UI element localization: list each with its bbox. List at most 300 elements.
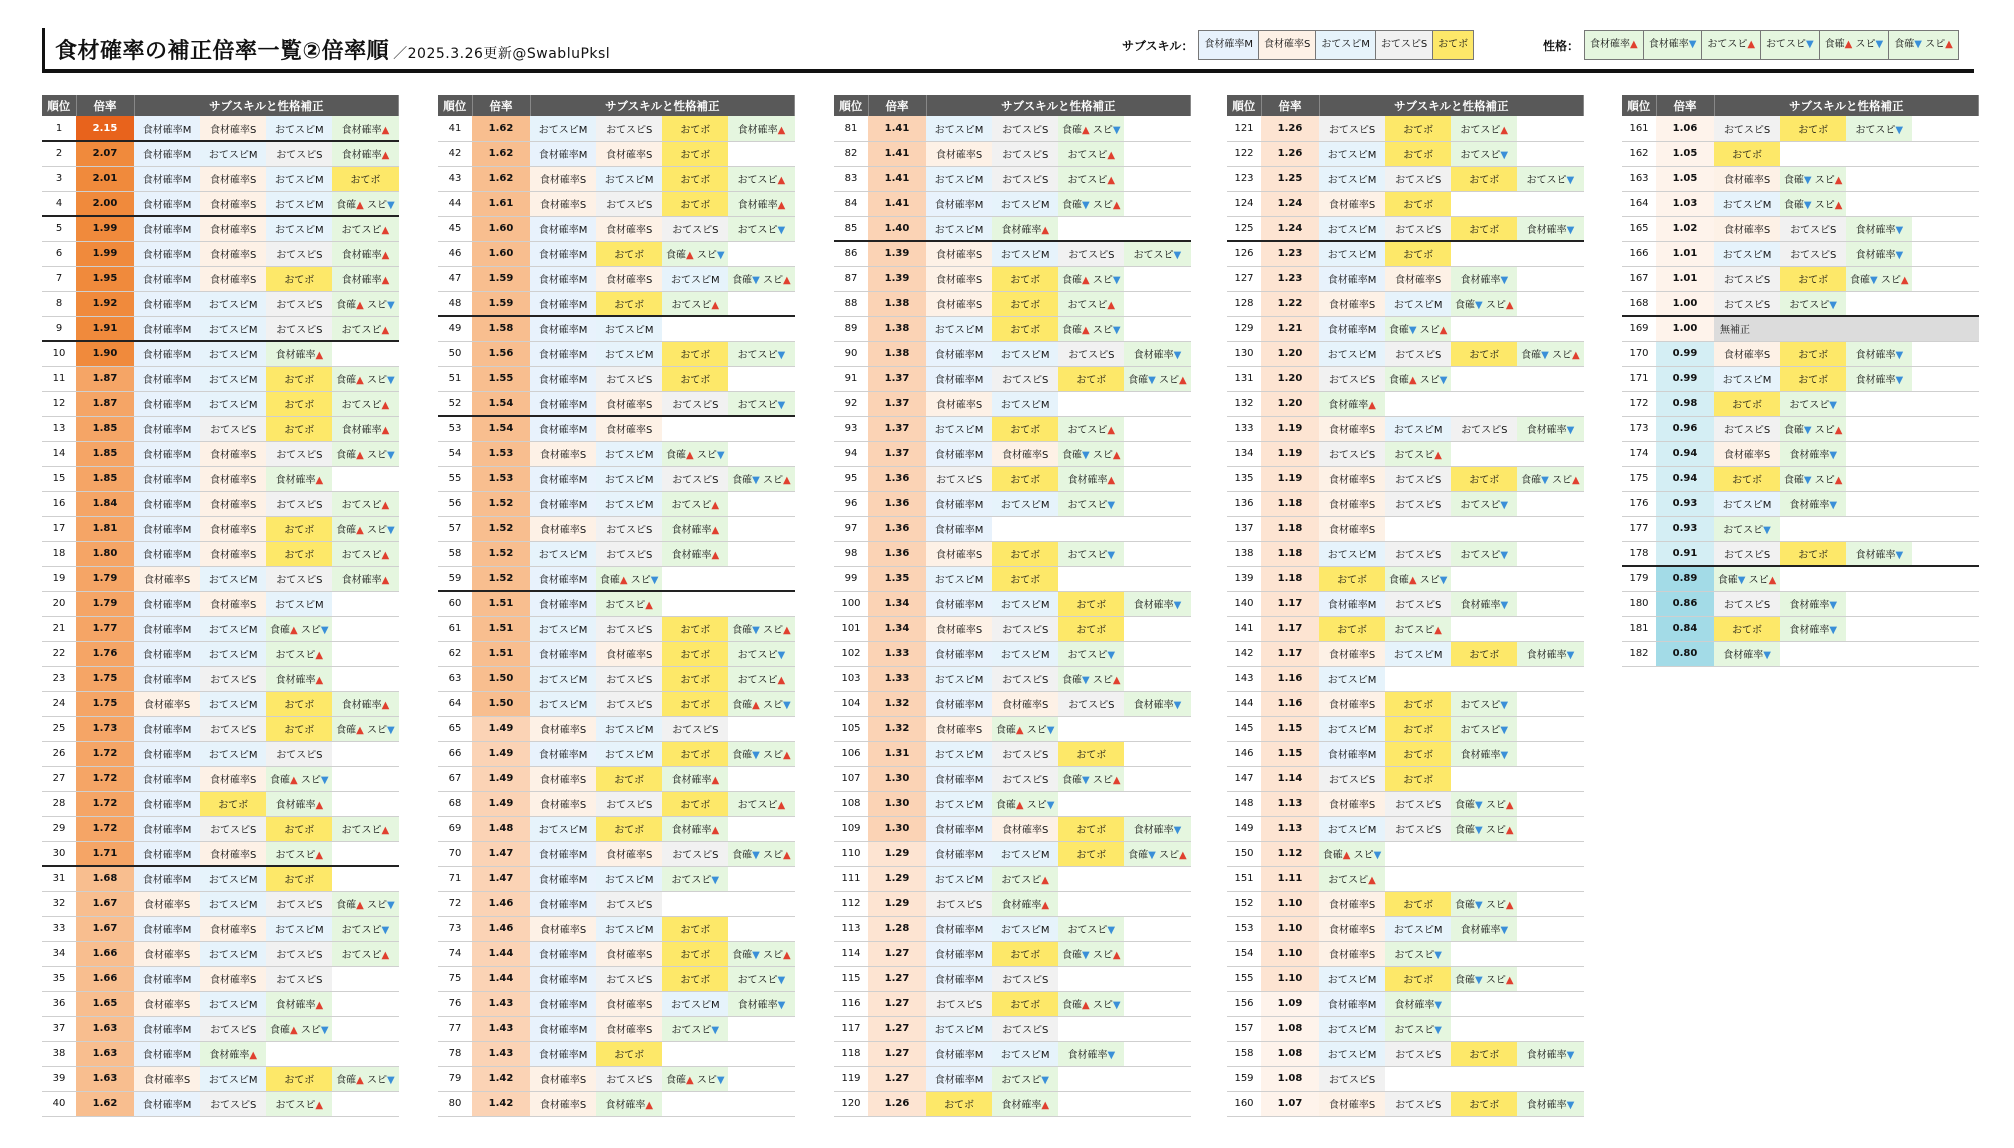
skill-cell: おてスピ▼ xyxy=(992,1066,1058,1091)
skill-cell: おてスピ▼ xyxy=(1517,166,1583,191)
skill-cell xyxy=(728,866,794,891)
rank-cell: 144 xyxy=(1227,691,1261,716)
skill-cell xyxy=(1517,816,1583,841)
skill-cell: おてスピM xyxy=(530,116,596,141)
skill-cell: おてスピS xyxy=(596,966,662,991)
multiplier-cell: 1.10 xyxy=(1261,916,1319,941)
skill-cell xyxy=(1912,166,1978,191)
skill-cell xyxy=(1058,391,1124,416)
skill-cell: おてボ xyxy=(1714,466,1780,491)
skill-cell: 食材確率S xyxy=(200,841,266,866)
skill-cell: おてスピS xyxy=(1058,691,1124,716)
skill-cell: 食材確率M xyxy=(530,991,596,1016)
skill-cell: おてボ xyxy=(992,991,1058,1016)
table-row xyxy=(438,216,795,241)
skill-cell: 食材確率S xyxy=(200,541,266,566)
skill-cell xyxy=(728,716,794,741)
skill-cell xyxy=(1451,241,1517,266)
skill-cell: おてボ xyxy=(266,366,332,391)
col-header-rank: 順位 xyxy=(42,95,76,116)
table-row xyxy=(42,716,399,741)
rank-cell: 27 xyxy=(42,766,76,791)
skill-cell: 食材確率▼ xyxy=(1451,741,1517,766)
skill-cell: 食材確率S xyxy=(200,191,266,216)
rank-cell: 148 xyxy=(1227,791,1261,816)
skill-cell: おてスピM xyxy=(926,566,992,591)
skill-cell xyxy=(1517,116,1583,141)
table-row xyxy=(438,241,795,266)
multiplier-cell: 1.41 xyxy=(868,166,926,191)
table-row xyxy=(438,691,795,716)
skill-cell: おてスピ▲ xyxy=(266,841,332,866)
multiplier-cell: 1.00 xyxy=(1656,316,1714,341)
rank-cell: 1 xyxy=(42,116,76,141)
table-row xyxy=(42,891,399,916)
table-row xyxy=(42,866,399,891)
skill-cell: おてスピS xyxy=(1385,491,1451,516)
skill-cell: 食確▲ スピ▼ xyxy=(596,566,662,591)
skill-cell: おてスピS xyxy=(662,391,728,416)
skill-cell: おてボ xyxy=(266,716,332,741)
table-row xyxy=(834,791,1191,816)
multiplier-cell: 1.87 xyxy=(76,391,134,416)
skill-cell: おてスピ▲ xyxy=(1058,291,1124,316)
multiplier-cell: 1.43 xyxy=(472,1041,530,1066)
skill-cell: おてボ xyxy=(992,541,1058,566)
table-row xyxy=(438,141,795,166)
skill-cell: おてスピS xyxy=(596,616,662,641)
multiplier-cell: 1.08 xyxy=(1261,1041,1319,1066)
skill-cell: おてスピM xyxy=(1319,166,1385,191)
skill-cell: 食材確率S xyxy=(926,716,992,741)
skill-cell: 食材確率S xyxy=(926,141,992,166)
table-row xyxy=(42,1016,399,1041)
legend-item: 食確▼ スピ▲ xyxy=(1889,30,1959,60)
skill-cell: おてスピ▼ xyxy=(1451,491,1517,516)
multiplier-cell: 1.35 xyxy=(868,566,926,591)
table-row xyxy=(834,416,1191,441)
skill-cell xyxy=(1912,466,1978,491)
rank-cell: 43 xyxy=(438,166,472,191)
skill-cell: 食確▼ スピ▲ xyxy=(1780,191,1846,216)
table-row xyxy=(438,441,795,466)
skill-cell: 食材確率S xyxy=(992,441,1058,466)
table-row xyxy=(1622,566,1979,591)
ranking-table xyxy=(438,95,795,1117)
skill-cell: おてスピS xyxy=(200,1016,266,1041)
skill-cell xyxy=(728,241,794,266)
skill-cell: おてスピM xyxy=(530,541,596,566)
skill-cell: おてスピS xyxy=(992,616,1058,641)
rank-cell: 95 xyxy=(834,466,868,491)
skill-cell: 食材確率S xyxy=(530,766,596,791)
multiplier-cell: 1.62 xyxy=(472,116,530,141)
skill-cell xyxy=(1517,441,1583,466)
rank-cell: 60 xyxy=(438,591,472,616)
skill-cell: おてスピS xyxy=(200,1091,266,1116)
rank-cell: 69 xyxy=(438,816,472,841)
table-row xyxy=(1622,166,1979,191)
skill-cell: 食材確率M xyxy=(134,316,200,341)
skill-cell: 食材確率S xyxy=(134,691,200,716)
rank-cell: 172 xyxy=(1622,391,1656,416)
table-row xyxy=(438,266,795,291)
multiplier-cell: 0.94 xyxy=(1656,466,1714,491)
rank-cell: 108 xyxy=(834,791,868,816)
skill-cell: 食材確率S xyxy=(926,391,992,416)
skill-cell: 食確▲ スピ▼ xyxy=(992,791,1058,816)
skill-cell: おてスピM xyxy=(992,591,1058,616)
multiplier-cell: 1.16 xyxy=(1261,691,1319,716)
multiplier-cell: 1.95 xyxy=(76,266,134,291)
multiplier-cell: 1.38 xyxy=(868,341,926,366)
skill-cell: 食材確率S xyxy=(1319,1091,1385,1116)
skill-cell: 食材確率S xyxy=(200,441,266,466)
multiplier-cell: 1.72 xyxy=(76,791,134,816)
skill-cell: おてスピM xyxy=(596,341,662,366)
rank-cell: 177 xyxy=(1622,516,1656,541)
table-row xyxy=(1622,316,1979,341)
multiplier-cell: 1.38 xyxy=(868,291,926,316)
skill-cell: おてボ xyxy=(992,291,1058,316)
legend-item: おてスピ▲ xyxy=(1702,30,1761,60)
skill-cell: 食材確率M xyxy=(926,966,992,991)
skill-cell: おてスピS xyxy=(596,541,662,566)
table-row xyxy=(438,666,795,691)
table-row xyxy=(1622,366,1979,391)
skill-cell: おてスピ▲ xyxy=(332,941,398,966)
header-divider xyxy=(42,69,1974,73)
skill-cell xyxy=(1846,591,1912,616)
table-row xyxy=(42,566,399,591)
skill-cell xyxy=(728,766,794,791)
col-header-rank: 順位 xyxy=(1622,95,1656,116)
rank-cell: 97 xyxy=(834,516,868,541)
skill-cell: 食材確率▼ xyxy=(1846,341,1912,366)
multiplier-cell: 1.11 xyxy=(1261,866,1319,891)
skill-cell: 食材確率M xyxy=(530,891,596,916)
table-row xyxy=(834,341,1191,366)
skill-cell: おてスピM xyxy=(1319,341,1385,366)
rank-cell: 165 xyxy=(1622,216,1656,241)
multiplier-cell: 1.08 xyxy=(1261,1066,1319,1091)
table-row xyxy=(42,791,399,816)
table-row xyxy=(1227,391,1584,416)
multiplier-cell: 1.30 xyxy=(868,766,926,791)
skill-cell xyxy=(728,516,794,541)
skill-cell: 食材確率M xyxy=(134,116,200,141)
skill-cell: おてスピS xyxy=(1714,116,1780,141)
page-header xyxy=(42,28,1974,72)
rank-cell: 50 xyxy=(438,341,472,366)
rank-cell: 79 xyxy=(438,1066,472,1091)
multiplier-cell: 1.53 xyxy=(472,466,530,491)
rank-cell: 78 xyxy=(438,1041,472,1066)
skill-cell: おてスピS xyxy=(926,891,992,916)
skill-cell: おてボ xyxy=(266,1066,332,1091)
skill-cell xyxy=(1451,1016,1517,1041)
skill-cell xyxy=(1912,541,1978,566)
table-row xyxy=(1227,191,1584,216)
table-row xyxy=(1227,466,1584,491)
skill-cell: 食材確率M xyxy=(530,366,596,391)
multiplier-cell: 1.62 xyxy=(472,166,530,191)
table-row xyxy=(42,466,399,491)
skill-cell: 食材確率▲ xyxy=(266,466,332,491)
rank-cell: 40 xyxy=(42,1091,76,1116)
skill-cell: おてスピM xyxy=(992,341,1058,366)
skill-cell: おてスピ▼ xyxy=(1058,491,1124,516)
skill-cell: 食材確率▲ xyxy=(662,766,728,791)
skill-cell xyxy=(1912,116,1978,141)
rank-cell: 35 xyxy=(42,966,76,991)
rank-cell: 84 xyxy=(834,191,868,216)
table-row xyxy=(438,641,795,666)
multiplier-cell: 1.28 xyxy=(868,916,926,941)
skill-cell: おてスピM xyxy=(1319,141,1385,166)
rank-cell: 169 xyxy=(1622,316,1656,341)
multiplier-cell: 1.20 xyxy=(1261,341,1319,366)
skill-cell xyxy=(1124,216,1190,241)
rank-cell: 125 xyxy=(1227,216,1261,241)
skill-cell xyxy=(1124,716,1190,741)
multiplier-cell: 1.36 xyxy=(868,491,926,516)
skill-cell: おてスピ▲ xyxy=(1319,866,1385,891)
multiplier-cell: 1.08 xyxy=(1261,1016,1319,1041)
table-row xyxy=(42,541,399,566)
multiplier-cell: 1.01 xyxy=(1656,266,1714,291)
table-row xyxy=(438,391,795,416)
skill-cell: おてボ xyxy=(662,641,728,666)
skill-cell xyxy=(1451,941,1517,966)
skill-cell: おてボ xyxy=(1714,391,1780,416)
skill-cell: おてボ xyxy=(1385,241,1451,266)
multiplier-cell: 1.49 xyxy=(472,766,530,791)
skill-cell: 食確▲ スピ▼ xyxy=(1385,566,1451,591)
rank-cell: 34 xyxy=(42,941,76,966)
skill-cell: 食材確率M xyxy=(134,291,200,316)
rank-cell: 128 xyxy=(1227,291,1261,316)
rank-cell: 10 xyxy=(42,341,76,366)
skill-cell: 食材確率▼ xyxy=(1451,266,1517,291)
table-row xyxy=(1622,416,1979,441)
skill-cell: 食確▲ スピ▼ xyxy=(1058,116,1124,141)
skill-cell: おてボ xyxy=(662,666,728,691)
skill-cell: おてボ xyxy=(662,116,728,141)
rank-cell: 70 xyxy=(438,841,472,866)
skill-cell: おてスピS xyxy=(1385,166,1451,191)
skill-cell: おてスピS xyxy=(266,741,332,766)
legend-item: おてスピ▼ xyxy=(1761,30,1820,60)
table-row xyxy=(1227,741,1584,766)
multiplier-cell: 1.66 xyxy=(76,941,134,966)
skill-cell xyxy=(1451,666,1517,691)
table-row xyxy=(42,916,399,941)
skill-cell xyxy=(662,591,728,616)
rank-cell: 89 xyxy=(834,316,868,341)
multiplier-cell: 1.32 xyxy=(868,716,926,741)
skill-cell: 食材確率S xyxy=(596,266,662,291)
skill-cell: 食材確率M xyxy=(926,1041,992,1066)
skill-cell: おてスピM xyxy=(1319,541,1385,566)
rank-cell: 29 xyxy=(42,816,76,841)
skill-cell: おてスピM xyxy=(1385,916,1451,941)
skill-cell xyxy=(1124,141,1190,166)
skill-cell: 食材確率M xyxy=(926,341,992,366)
skill-cell: 食材確率S xyxy=(530,166,596,191)
table-row xyxy=(1227,616,1584,641)
skill-cell: おてスピ▲ xyxy=(332,391,398,416)
table-row xyxy=(42,841,399,866)
skill-cell: おてスピ▲ xyxy=(332,541,398,566)
skill-cell: おてスピM xyxy=(200,991,266,1016)
table-row xyxy=(42,116,399,141)
skill-cell xyxy=(1451,516,1517,541)
skill-cell: 食材確率M xyxy=(134,216,200,241)
table-row xyxy=(438,1066,795,1091)
skill-cell: 食材確率▼ xyxy=(1517,1091,1583,1116)
skill-cell: 食材確率M xyxy=(134,916,200,941)
table-row xyxy=(42,941,399,966)
skill-cell: おてスピM xyxy=(926,866,992,891)
multiplier-cell: 1.05 xyxy=(1656,166,1714,191)
rank-cell: 48 xyxy=(438,291,472,316)
table-row xyxy=(834,291,1191,316)
skill-cell xyxy=(1385,841,1451,866)
skill-cell xyxy=(1451,1066,1517,1091)
skill-cell xyxy=(728,566,794,591)
multiplier-cell: 1.27 xyxy=(868,941,926,966)
multiplier-cell: 1.41 xyxy=(868,141,926,166)
skill-cell: 食材確率S xyxy=(596,1016,662,1041)
skill-cell: おてスピ▲ xyxy=(1058,166,1124,191)
legend-item: 食確▲ スピ▼ xyxy=(1820,30,1890,60)
skill-cell xyxy=(1780,566,1846,591)
multiplier-cell: 1.51 xyxy=(472,616,530,641)
table-row xyxy=(834,1016,1191,1041)
skill-cell xyxy=(1124,266,1190,291)
multiplier-cell: 1.61 xyxy=(472,191,530,216)
table-row xyxy=(438,566,795,591)
table-row xyxy=(834,616,1191,641)
skill-cell: おてボ xyxy=(662,341,728,366)
skill-cell: おてスピM xyxy=(1714,366,1780,391)
multiplier-cell: 1.18 xyxy=(1261,516,1319,541)
multiplier-cell: 1.44 xyxy=(472,941,530,966)
skill-cell xyxy=(1517,291,1583,316)
table-row xyxy=(1227,266,1584,291)
skill-cell xyxy=(1124,1066,1190,1091)
rank-cell: 129 xyxy=(1227,316,1261,341)
skill-cell: おてスピS xyxy=(266,566,332,591)
nature-legend-label: 性格： xyxy=(1543,38,1580,53)
skill-cell: おてスピS xyxy=(1385,791,1451,816)
skill-cell: おてスピM xyxy=(926,741,992,766)
rank-cell: 74 xyxy=(438,941,472,966)
skill-cell: おてスピS xyxy=(1714,416,1780,441)
table-row xyxy=(1622,391,1979,416)
rank-cell: 82 xyxy=(834,141,868,166)
skill-cell xyxy=(1517,241,1583,266)
skill-cell: 食確▼ スピ▲ xyxy=(1058,766,1124,791)
skill-cell xyxy=(1058,566,1124,591)
multiplier-cell: 1.37 xyxy=(868,441,926,466)
skill-cell: おてスピ▲ xyxy=(1058,141,1124,166)
table-row xyxy=(1227,841,1584,866)
skill-cell: 食材確率▼ xyxy=(728,991,794,1016)
multiplier-cell: 1.25 xyxy=(1261,166,1319,191)
skill-cell: おてスピM xyxy=(1385,641,1451,666)
skill-cell: 食材確率S xyxy=(1319,691,1385,716)
multiplier-cell: 1.59 xyxy=(472,266,530,291)
skill-cell: 食材確率M xyxy=(1319,316,1385,341)
skill-cell: おてスピS xyxy=(200,716,266,741)
rank-cell: 26 xyxy=(42,741,76,766)
rank-cell: 94 xyxy=(834,441,868,466)
rank-cell: 116 xyxy=(834,991,868,1016)
skill-cell: おてスピM xyxy=(596,316,662,341)
skill-cell: 食材確率S xyxy=(530,716,596,741)
multiplier-cell: 1.18 xyxy=(1261,541,1319,566)
table-row xyxy=(1622,216,1979,241)
skill-cell: おてスピM xyxy=(200,641,266,666)
skill-cell: おてスピS xyxy=(992,766,1058,791)
page-title xyxy=(55,34,610,65)
skill-cell: 食確▼ スピ▲ xyxy=(1780,166,1846,191)
skill-cell: おてスピ▲ xyxy=(266,641,332,666)
skill-cell: 食材確率▼ xyxy=(1124,591,1190,616)
skill-cell xyxy=(728,1016,794,1041)
skill-cell: おてスピM xyxy=(992,641,1058,666)
rank-cell: 122 xyxy=(1227,141,1261,166)
skill-cell: おてスピ▼ xyxy=(662,866,728,891)
table-row xyxy=(1227,1091,1584,1116)
skill-cell: おてボ xyxy=(266,416,332,441)
skill-cell: おてスピM xyxy=(200,141,266,166)
skill-cell: 食材確率S xyxy=(530,791,596,816)
multiplier-cell: 1.30 xyxy=(868,816,926,841)
skill-cell xyxy=(1124,391,1190,416)
skill-cell: 食材確率▼ xyxy=(1846,241,1912,266)
skill-cell: おてスピM xyxy=(266,916,332,941)
skill-cell: おてスピS xyxy=(200,816,266,841)
rank-cell: 38 xyxy=(42,1041,76,1066)
skill-cell: おてスピM xyxy=(200,316,266,341)
multiplier-cell: 1.32 xyxy=(868,691,926,716)
rank-cell: 33 xyxy=(42,916,76,941)
skill-cell xyxy=(1124,991,1190,1016)
rank-cell: 81 xyxy=(834,116,868,141)
table-row xyxy=(1227,541,1584,566)
legend-item: おてスピM xyxy=(1316,30,1376,60)
skill-cell xyxy=(728,891,794,916)
subskill-legend-label: サブスキル： xyxy=(1122,38,1194,53)
ranking-table xyxy=(42,95,399,1117)
skill-cell: 食材確率M xyxy=(926,491,992,516)
skill-cell xyxy=(332,616,398,641)
skill-cell: おてスピM xyxy=(1319,1016,1385,1041)
skill-cell: 食材確率S xyxy=(596,216,662,241)
skill-cell xyxy=(332,741,398,766)
skill-cell: おてスピM xyxy=(926,216,992,241)
skill-cell: 食確▼ スピ▲ xyxy=(1124,366,1190,391)
table-row xyxy=(42,991,399,1016)
skill-cell xyxy=(1124,741,1190,766)
skill-cell: 食材確率S xyxy=(530,441,596,466)
table-row xyxy=(438,191,795,216)
multiplier-cell: 1.66 xyxy=(76,966,134,991)
table-row xyxy=(834,441,1191,466)
